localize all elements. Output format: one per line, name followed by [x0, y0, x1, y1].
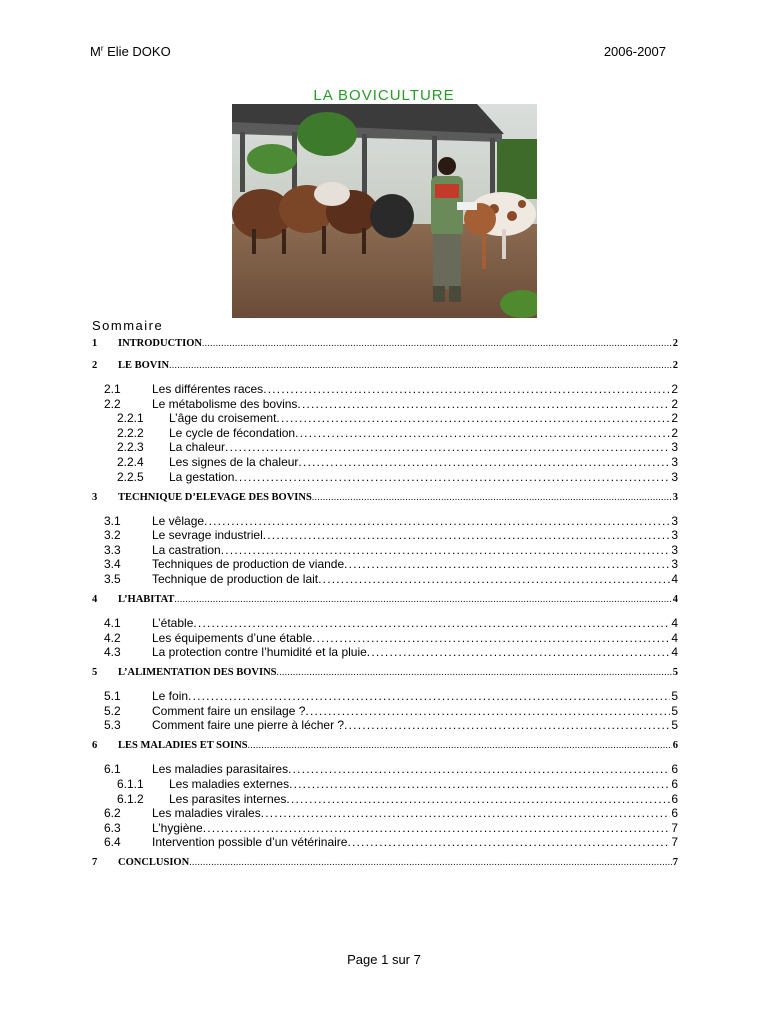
- toc-entry-number: 4: [92, 594, 98, 605]
- toc-entry-label: Le vêlage: [152, 513, 205, 528]
- toc-entry-label: Les maladies externes: [169, 777, 290, 791]
- toc-entry[interactable]: [92, 572, 678, 586]
- toc-entry-page: 6: [672, 740, 678, 752]
- toc-entry[interactable]: [92, 777, 678, 791]
- toc-entry-label: Le sevrage industriel: [152, 528, 263, 543]
- toc-entry-label: Comment faire un ensilage ?: [152, 703, 306, 718]
- toc-dot-leader: [289, 777, 670, 791]
- toc-dot-leader: [263, 382, 670, 396]
- toc-entry[interactable]: [92, 557, 678, 571]
- toc-entry[interactable]: [92, 806, 678, 820]
- toc-dot-leader: [295, 426, 670, 440]
- toc-entry[interactable]: [92, 470, 678, 484]
- toc-entry-label: L’étable: [152, 616, 194, 630]
- toc-entry-label: CONCLUSION: [118, 857, 190, 869]
- toc-entry-page: 3: [671, 557, 678, 572]
- toc-entry-number: 3.2: [104, 528, 121, 543]
- toc-entry-label: Le foin: [152, 689, 189, 704]
- toc-entry-label: L’ALIMENTATION DES BOVINS: [118, 667, 277, 679]
- toc-entry-label: La protection contre l’humidité et la pluie: [152, 645, 367, 660]
- toc-dot-leader: [263, 528, 671, 542]
- toc-entry-page: 4: [671, 645, 678, 660]
- toc-entry-page: 2: [671, 396, 678, 411]
- toc-dot-leader: [248, 740, 672, 750]
- toc-entry-label: TECHNIQUE D’ELEVAGE DES BOVINS: [118, 491, 312, 503]
- toc-dot-leader: [225, 440, 670, 454]
- toc-entry-page: 3: [671, 513, 678, 528]
- toc-entry-page: 5: [671, 718, 678, 733]
- toc-entry[interactable]: [92, 821, 678, 835]
- toc-entry[interactable]: [92, 718, 678, 732]
- toc-dot-leader: [276, 411, 670, 425]
- toc-entry[interactable]: [92, 616, 678, 630]
- toc-dot-leader: [312, 631, 670, 645]
- toc-entry-label: L’âge du croisement: [169, 411, 277, 426]
- toc-entry-label: LES MALADIES ET SOINS: [118, 740, 248, 752]
- toc-entry-page: 2: [672, 360, 678, 371]
- toc-entry[interactable]: [92, 382, 678, 396]
- toc-entry-number: 2.2.5: [117, 469, 144, 484]
- toc-entry[interactable]: [92, 514, 678, 528]
- header-author: $M^r$ Elie DOKO: [90, 44, 171, 59]
- toc-dot-leader: [174, 594, 671, 604]
- toc-entry[interactable]: [92, 426, 678, 440]
- toc-dot-leader: [288, 762, 670, 776]
- toc-entry-number: 6.1.1: [117, 777, 144, 791]
- toc-entry-number: 6.1: [104, 762, 121, 777]
- toc-entry-page: 5: [671, 689, 678, 704]
- toc-entry[interactable]: [92, 411, 678, 425]
- toc-entry-label: LE BOVIN: [118, 360, 170, 371]
- toc-entry[interactable]: [92, 704, 678, 718]
- toc-entry[interactable]: [92, 835, 678, 849]
- toc-entry-label: Intervention possible d’un vétérinaire: [152, 835, 348, 850]
- toc-dot-leader: [204, 514, 670, 528]
- toc-entry-page: 3: [672, 491, 678, 503]
- toc-dot-leader: [277, 667, 672, 677]
- toc-entry-label: Les maladies parasitaires: [152, 762, 289, 777]
- toc-entry-number: 3: [92, 491, 98, 503]
- toc-entry[interactable]: [92, 631, 678, 645]
- toc-entry-page: 4: [671, 616, 678, 630]
- toc-dot-leader: [305, 704, 670, 718]
- toc-entry-page: 6: [671, 791, 678, 806]
- toc-entry-page: 6: [671, 806, 678, 821]
- toc-entry-page: 6: [671, 762, 678, 777]
- toc-entry-page: 2: [671, 411, 678, 426]
- toc-entry-label: Techniques de production de viande: [152, 557, 345, 572]
- toc-entry-number: 3.4: [104, 557, 121, 572]
- toc-entry[interactable]: [92, 857, 678, 868]
- toc-entry[interactable]: [92, 528, 678, 542]
- toc-entry-number: 7: [92, 857, 98, 869]
- toc-entry-label: Les signes de la chaleur: [169, 455, 299, 469]
- toc-entry-number: 3.5: [104, 572, 121, 586]
- toc-entry-label: La chaleur: [169, 440, 226, 455]
- toc-entry-page: 3: [671, 542, 678, 557]
- toc-entry-number: 2.2.3: [117, 440, 144, 455]
- toc-entry-page: 4: [671, 630, 678, 645]
- toc-entry-page: 7: [672, 857, 678, 869]
- toc-entry-number: 6.4: [104, 835, 121, 850]
- toc-entry-page: 4: [672, 594, 678, 605]
- toc-entry-number: 6.2: [104, 806, 121, 821]
- toc-entry-label: Le métabolisme des bovins: [152, 396, 298, 411]
- toc-entry-number: 5.3: [104, 718, 121, 733]
- toc-entry[interactable]: [92, 338, 678, 349]
- header-year: 2006-2007: [603, 44, 666, 59]
- toc-dot-leader: [188, 689, 670, 703]
- toc-entry[interactable]: [92, 689, 678, 703]
- toc-dot-leader: [344, 557, 670, 571]
- toc-entry-number: 2.2.1: [117, 411, 144, 426]
- toc-entry-page: 5: [671, 703, 678, 718]
- toc-entry-page: 7: [671, 820, 678, 835]
- toc-heading: Sommaire: [92, 318, 164, 333]
- toc-entry-page: 2: [671, 382, 678, 396]
- toc-entry-number: 5.2: [104, 703, 121, 718]
- toc-entry[interactable]: [92, 492, 678, 503]
- toc-entry-page: 3: [671, 528, 678, 543]
- toc-entry-page: 3: [671, 469, 678, 484]
- toc-entry-page: 5: [672, 667, 678, 679]
- toc-entry-label: Le cycle de fécondation: [169, 425, 296, 440]
- toc-entry-number: 6.3: [104, 820, 121, 835]
- toc-entry-number: 6.1.2: [117, 791, 144, 806]
- toc-entry-number: 4.2: [104, 630, 121, 645]
- toc-entry[interactable]: [92, 543, 678, 557]
- toc-entry-page: 3: [671, 440, 678, 455]
- toc-entry-label: L’hygiène: [152, 820, 203, 835]
- toc-entry-number: 3.3: [104, 542, 121, 557]
- toc-entry-number: 1: [92, 338, 98, 349]
- toc-entry-label: Technique de production de lait: [152, 572, 319, 586]
- toc-entry-number: 2.2.4: [117, 455, 144, 469]
- toc-entry-number: 2.2.2: [117, 425, 144, 440]
- toc-entry[interactable]: [92, 455, 678, 469]
- toc-entry-label: Les différentes races: [152, 382, 264, 396]
- page-title: LA BOVICULTURE: [313, 87, 455, 104]
- toc-entry-number: 2: [92, 360, 98, 371]
- toc-entry-number: 6: [92, 740, 98, 752]
- toc-dot-leader: [298, 455, 670, 469]
- toc-dot-leader: [202, 338, 672, 348]
- toc-entry-page: 2: [672, 338, 678, 349]
- toc-entry-label: La castration: [152, 542, 221, 557]
- toc-entry-label: Les maladies virales: [152, 806, 261, 821]
- toc-entry-label: La gestation: [169, 469, 235, 484]
- toc-dot-leader: [203, 821, 671, 835]
- toc-entry-label: INTRODUCTION: [118, 338, 203, 349]
- toc-entry-page: 7: [671, 835, 678, 850]
- toc-entry-label: L’HABITAT: [118, 594, 175, 605]
- toc-entry-number: 2.1: [104, 382, 121, 396]
- toc-dot-leader: [189, 857, 672, 867]
- toc-dot-leader: [318, 572, 670, 586]
- toc-entry-number: 5.1: [104, 689, 121, 704]
- toc-dot-leader: [312, 492, 672, 502]
- toc-entry[interactable]: [92, 397, 678, 411]
- toc-dot-leader: [234, 470, 670, 484]
- toc-dot-leader: [193, 616, 670, 630]
- toc-entry-label: Les équipements d’une étable: [152, 630, 313, 645]
- toc-entry-number: 4.3: [104, 645, 121, 660]
- toc-entry[interactable]: [92, 762, 678, 776]
- toc-entry[interactable]: [92, 740, 678, 751]
- toc-entry[interactable]: [92, 792, 678, 806]
- toc-dot-leader: [347, 835, 670, 849]
- cattle-photo: [232, 104, 537, 318]
- toc-dot-leader: [286, 792, 670, 806]
- toc-dot-leader: [297, 397, 670, 411]
- toc-entry-page: 2: [671, 425, 678, 440]
- toc-entry[interactable]: [92, 360, 678, 371]
- toc-entry[interactable]: [92, 645, 678, 659]
- toc-entry-number: 3.1: [104, 513, 121, 528]
- toc-entry-number: 5: [92, 667, 98, 679]
- page-footer: Page 1 sur 7: [347, 952, 421, 967]
- toc-entry-label: Comment faire une pierre à lécher ?: [152, 718, 345, 733]
- toc-entry-number: 2.2: [104, 396, 121, 411]
- toc-entry-number: 4.1: [104, 616, 121, 630]
- toc-dot-leader: [344, 718, 670, 732]
- toc-entry[interactable]: [92, 667, 678, 678]
- toc-entry[interactable]: [92, 594, 678, 605]
- toc-entry-page: 6: [671, 777, 678, 791]
- toc-entry-label: Les parasites internes: [169, 791, 287, 806]
- toc-entry-page: 4: [671, 572, 678, 586]
- toc-dot-leader: [261, 806, 671, 820]
- toc-dot-leader: [169, 360, 672, 370]
- toc-entry-page: 3: [671, 455, 678, 469]
- toc-dot-leader: [221, 543, 671, 557]
- toc-entry[interactable]: [92, 440, 678, 454]
- toc-dot-leader: [367, 645, 671, 659]
